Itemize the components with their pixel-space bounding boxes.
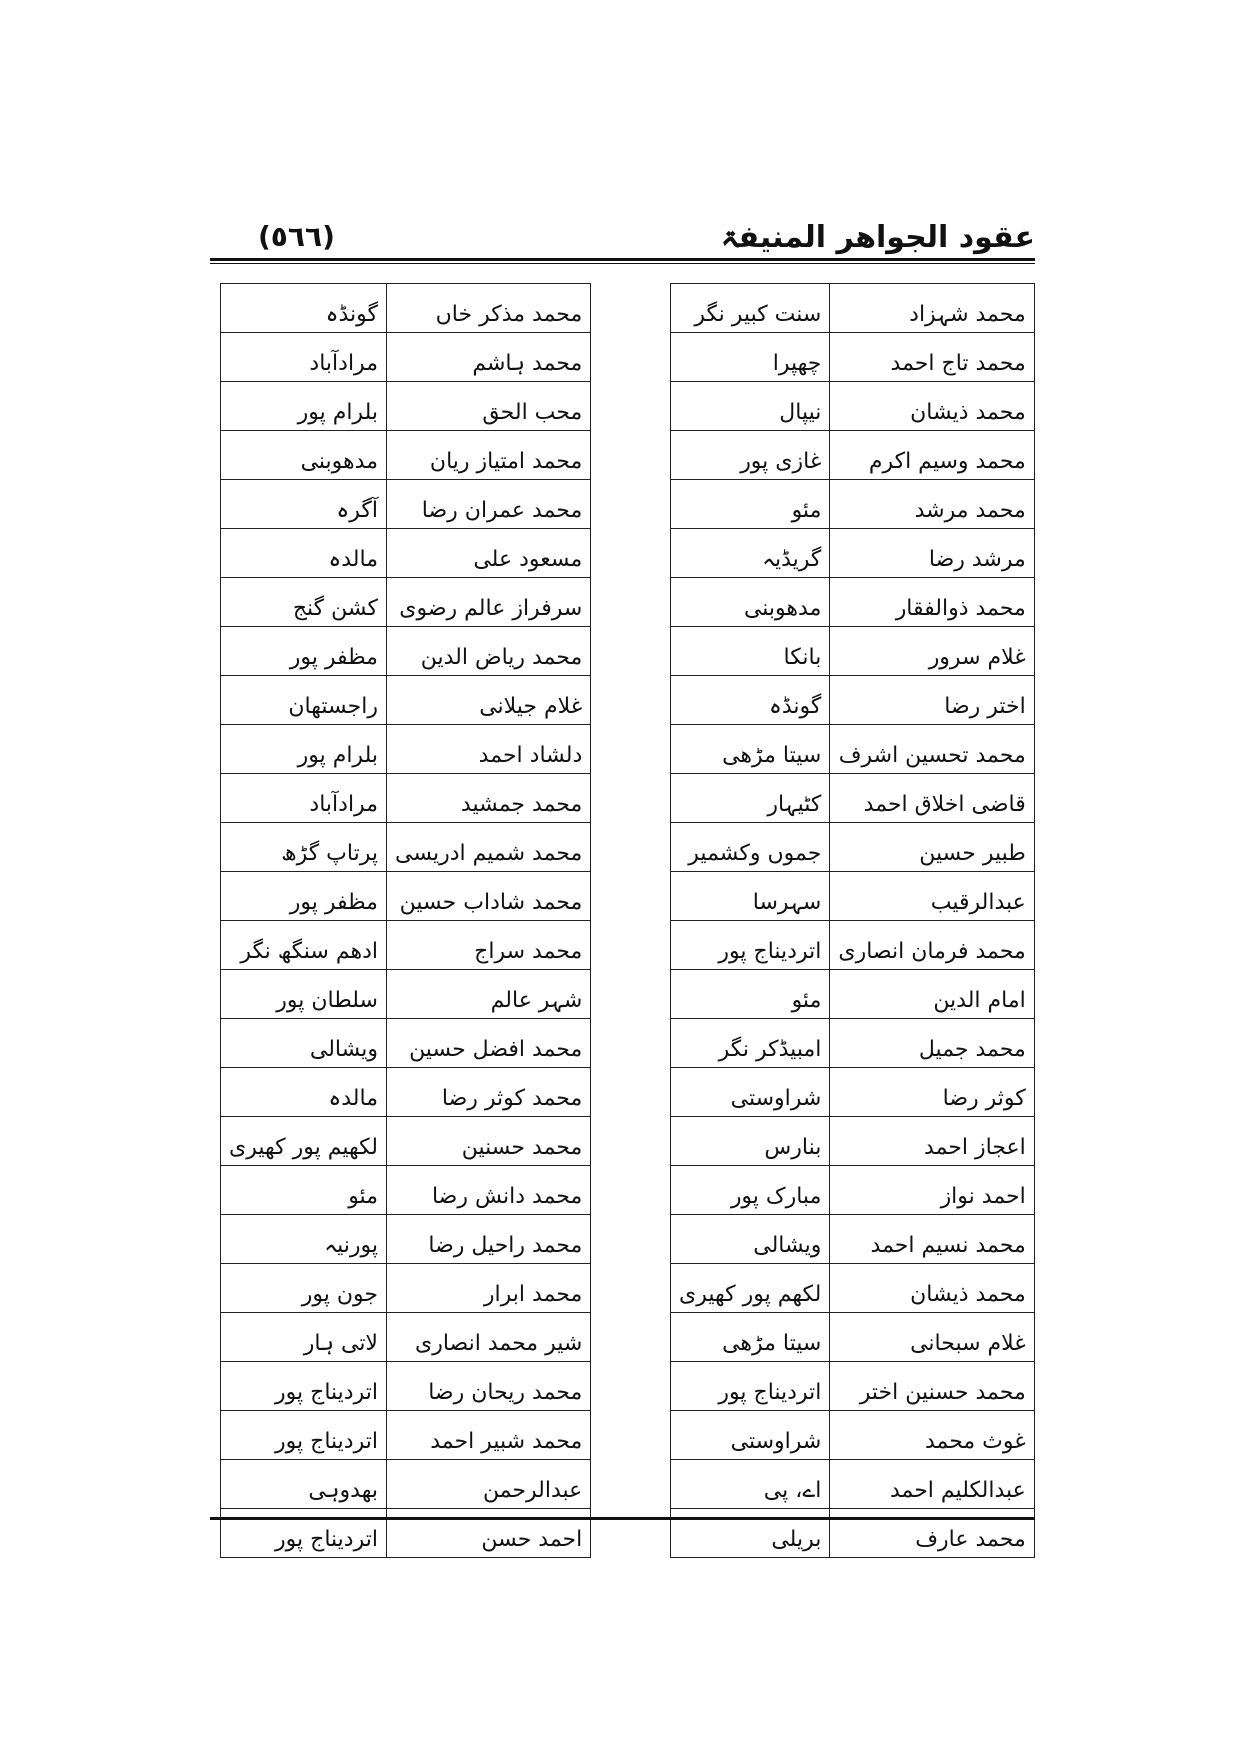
table-row [671,872,1035,921]
place-cell: مئو [671,970,830,1019]
place-cell: مظفر پور [221,872,387,921]
table-row [671,725,1035,774]
person-name-cell: محمد امتیاز ریان [386,431,590,480]
table-row [221,774,591,823]
place-cell: جموں وکشمیر [671,823,830,872]
person-name-cell: محمد حسنین [386,1117,590,1166]
place-cell: چھپرا [671,333,830,382]
place-cell: مالدہ [221,529,387,578]
place-cell: اتردیناج پور [221,1362,387,1411]
place-cell: بلرام پور [221,725,387,774]
table-row [671,676,1035,725]
page-number: (٥٦٦) [258,220,335,253]
table-row [221,627,591,676]
place-cell: مئو [221,1166,387,1215]
table-row [221,1068,591,1117]
place-cell: اتردیناج پور [671,1362,830,1411]
place-cell: مظفر پور [221,627,387,676]
person-name-cell: محمد مرشد [830,480,1034,529]
person-name-cell: محمد ذیشان [830,382,1034,431]
place-cell: جون پور [221,1264,387,1313]
place-cell: امبیڈکر نگر [671,1019,830,1068]
table-row [221,1215,591,1264]
table-row [221,1411,591,1460]
person-name-cell: محمد شہزاد [830,284,1034,333]
person-name-cell: کوثر رضا [830,1068,1034,1117]
place-cell: سیتا مڑھی [671,1313,830,1362]
person-name-cell: دلشاد احمد [386,725,590,774]
person-name-cell: احمد حسن [386,1509,590,1558]
place-cell: گونڈہ [221,284,387,333]
person-name-cell: محمد مذکر خاں [386,284,590,333]
place-cell: مرادآباد [221,333,387,382]
person-name-cell: محمد وسیم اکرم [830,431,1034,480]
person-name-cell: محمد شمیم ادریسی [386,823,590,872]
person-name-cell: شہر عالم [386,970,590,1019]
person-name-cell: طبیر حسین [830,823,1034,872]
table-row [221,382,591,431]
table-row [671,921,1035,970]
place-cell: گریڈیہ [671,529,830,578]
person-name-cell: محمد دانش رضا [386,1166,590,1215]
place-cell: اتردیناج پور [221,1509,387,1558]
person-name-cell: محب الحق [386,382,590,431]
table-row [221,578,591,627]
person-name-cell: محمد تحسین اشرف [830,725,1034,774]
place-cell: آگرہ [221,480,387,529]
table-row [671,1313,1035,1362]
person-name-cell: محمد عمران رضا [386,480,590,529]
place-cell: نیپال [671,382,830,431]
table-row [671,823,1035,872]
person-name-cell: غلام جیلانی [386,676,590,725]
place-cell: لکھم پور کھیری [671,1264,830,1313]
person-name-cell: اختر رضا [830,676,1034,725]
place-cell: بریلی [671,1509,830,1558]
table-row [221,1117,591,1166]
table-row [221,529,591,578]
table-row [671,1166,1035,1215]
person-name-cell: قاضی اخلاق احمد [830,774,1034,823]
place-cell: راجستھان [221,676,387,725]
person-name-cell: محمد راحیل رضا [386,1215,590,1264]
person-name-cell: محمد نسیم احمد [830,1215,1034,1264]
place-cell: بنارس [671,1117,830,1166]
table-row [221,333,591,382]
table-row [221,872,591,921]
footer-rule [210,1517,1035,1520]
table-row [671,529,1035,578]
person-name-cell: محمد جمشید [386,774,590,823]
person-name-cell: اعجاز احمد [830,1117,1034,1166]
names-table-right [670,283,1035,1558]
table-row [221,284,591,333]
table-row [671,333,1035,382]
table-row [221,921,591,970]
person-name-cell: محمد کوثر رضا [386,1068,590,1117]
table-row [671,431,1035,480]
place-cell: سلطان پور [221,970,387,1019]
table-row [221,1460,591,1509]
table-row [221,1264,591,1313]
person-name-cell: عبدالرقیب [830,872,1034,921]
table-row [671,1411,1035,1460]
page-header [210,220,1035,258]
table-row [671,1509,1035,1558]
person-name-cell: غوث محمد [830,1411,1034,1460]
person-name-cell: محمد سراج [386,921,590,970]
person-name-cell: محمد شبیر احمد [386,1411,590,1460]
place-cell: بانکا [671,627,830,676]
table-row [671,774,1035,823]
table-row [221,1166,591,1215]
place-cell: غازی پور [671,431,830,480]
person-name-cell: محمد تاج احمد [830,333,1034,382]
place-cell: مئو [671,480,830,529]
table-row [221,823,591,872]
person-name-cell: عبدالکلیم احمد [830,1460,1034,1509]
table-row [671,1068,1035,1117]
table-row [221,1362,591,1411]
person-name-cell: محمد شاداب حسین [386,872,590,921]
book-title: عقود الجواهر المنیفۃ [720,220,1035,255]
person-name-cell: امام الدین [830,970,1034,1019]
person-name-cell: محمد ریحان رضا [386,1362,590,1411]
place-cell: ادھم سنگھ نگر [221,921,387,970]
table-row [671,382,1035,431]
header-rule [210,258,1035,264]
place-cell: شراوستی [671,1411,830,1460]
person-name-cell: محمد فرمان انصاری [830,921,1034,970]
place-cell: کشن گنج [221,578,387,627]
person-name-cell: محمد افضل حسین [386,1019,590,1068]
place-cell: سنت کبیر نگر [671,284,830,333]
person-name-cell: محمد ذیشان [830,1264,1034,1313]
table-row [221,431,591,480]
place-cell: کٹیہار [671,774,830,823]
person-name-cell: محمد عارف [830,1509,1034,1558]
table-row [221,1019,591,1068]
place-cell: مدھوبنی [221,431,387,480]
table-row [671,578,1035,627]
person-name-cell: محمد ابرار [386,1264,590,1313]
table-row [671,970,1035,1019]
place-cell: مرادآباد [221,774,387,823]
table-row [671,1215,1035,1264]
table-row [221,480,591,529]
person-name-cell: محمد ریاض الدین [386,627,590,676]
place-cell: لاتی ہار [221,1313,387,1362]
table-row [671,284,1035,333]
names-table-left [220,283,591,1558]
place-cell: بلرام پور [221,382,387,431]
place-cell: اتردیناج پور [671,921,830,970]
place-cell: پرتاپ گڑھ [221,823,387,872]
place-cell: شراوستی [671,1068,830,1117]
place-cell: مبارک پور [671,1166,830,1215]
table-row [221,970,591,1019]
place-cell: اتردیناج پور [221,1411,387,1460]
table-row [221,1313,591,1362]
place-cell: پورنیہ [221,1215,387,1264]
person-name-cell: محمد جمیل [830,1019,1034,1068]
person-name-cell: مرشد رضا [830,529,1034,578]
person-name-cell: محمد ہاشم [386,333,590,382]
table-row [221,676,591,725]
person-name-cell: احمد نواز [830,1166,1034,1215]
place-cell: گونڈہ [671,676,830,725]
table-row [671,1019,1035,1068]
place-cell: ویشالی [671,1215,830,1264]
person-name-cell: غلام سبحانی [830,1313,1034,1362]
person-name-cell: سرفراز عالم رضوی [386,578,590,627]
place-cell: سہرسا [671,872,830,921]
person-name-cell: محمد حسنین اختر [830,1362,1034,1411]
table-row [671,1264,1035,1313]
table-row [671,1117,1035,1166]
person-name-cell: شیر محمد انصاری [386,1313,590,1362]
place-cell: لکھیم پور کھیری [221,1117,387,1166]
table-row [671,1362,1035,1411]
person-name-cell: مسعود علی [386,529,590,578]
place-cell: اے، پی [671,1460,830,1509]
table-row [671,1460,1035,1509]
place-cell: مالدہ [221,1068,387,1117]
table-row [221,1509,591,1558]
place-cell: مدھوبنی [671,578,830,627]
place-cell: سیتا مڑھی [671,725,830,774]
person-name-cell: محمد ذوالفقار [830,578,1034,627]
place-cell: بھدوہی [221,1460,387,1509]
table-row [671,480,1035,529]
table-row [671,627,1035,676]
person-name-cell: غلام سرور [830,627,1034,676]
place-cell: ویشالی [221,1019,387,1068]
table-row [221,725,591,774]
person-name-cell: عبدالرحمن [386,1460,590,1509]
